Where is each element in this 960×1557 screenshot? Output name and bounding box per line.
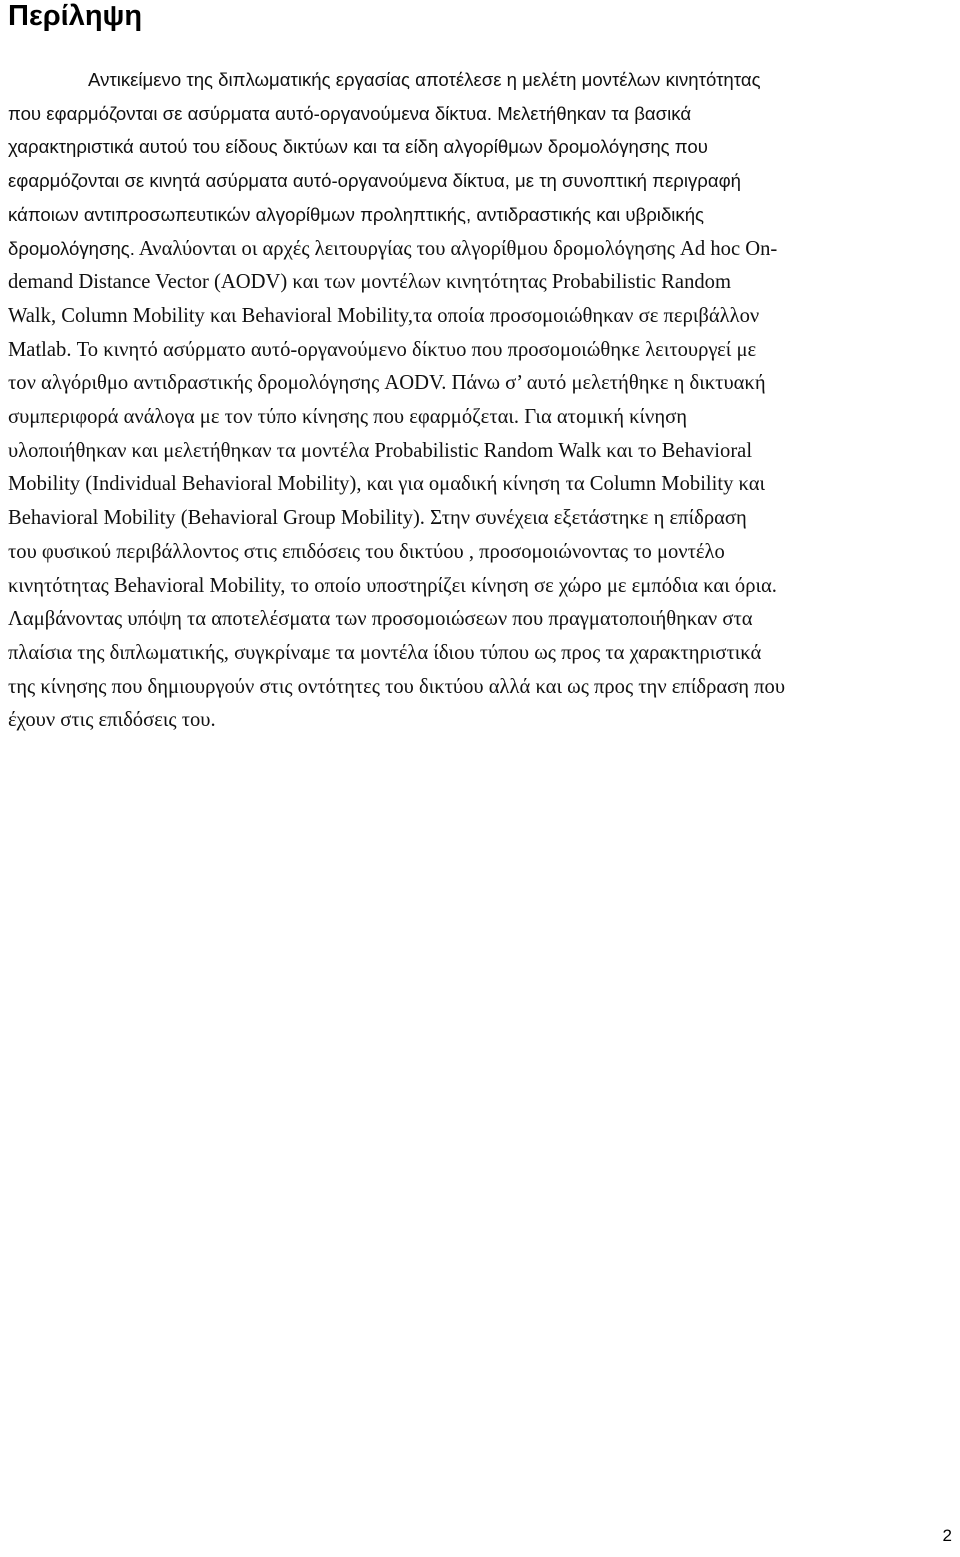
text-line: που εφαρμόζονται σε ασύρματα αυτό-οργανούμενα δίκτυα. Μελετήθηκαν τα βασικά <box>8 102 692 124</box>
page-title: Περίληψη <box>8 0 143 32</box>
page-number: 2 <box>942 1526 952 1545</box>
text-line: εφαρμόζονται σε κινητά ασύρματα αυτό-οργανούμενα δίκτυα, με τη συνοπτική περιγραφή <box>8 170 742 192</box>
text-line: του φυσικού περιβάλλοντος στις επιδόσεις του δικτύου , προσομοιώνοντας το μοντέλο <box>8 540 725 563</box>
text-line: τον αλγόριθμο αντιδραστικής δρομολόγησης AODV. Πάνω σ’ αυτό μελετήθηκε η δικτυακή <box>8 372 766 395</box>
text-line: Αντικείμενο της διπλωματικής εργασίας αποτέλεσε η μελέτη μοντέλων κινητότητας <box>88 69 761 90</box>
text-segment-sans: δρομολόγησης. <box>8 237 135 259</box>
text-line: Matlab. Το κινητό ασύρματο αυτό-οργανούμενο δίκτυο που προσομοιώθηκε λειτουργεί με <box>8 338 757 361</box>
text-line: πλαίσια της διπλωματικής, συγκρίναμε τα μοντέλα ίδιου τύπου ως προς τα χαρακτηριστικά <box>8 641 762 664</box>
text-line: Walk, Column Mobility και Behavioral Mobility,τα οποία προσομοιώθηκαν σε περιβάλλον <box>8 304 760 327</box>
text-line: Λαμβάνοντας υπόψη τα αποτελέσματα των προσομοιώσεων που πραγματοποιήθηκαν στα <box>8 608 753 631</box>
abstract-paragraph <box>8 63 960 738</box>
text-line: της κίνησης που δημιουργούν στις οντότητες του δικτύου αλλά και ως προς την επίδραση που <box>8 675 786 698</box>
text-line: υλοποιήθηκαν και μελετήθηκαν τα μοντέλα Probabilistic Random Walk και το Behavioral <box>8 439 753 462</box>
text-line: Mobility (Individual Behavioral Mobility), και για ομαδική κίνηση τα Column Mobility και <box>8 473 766 496</box>
text-line: χαρακτηριστικά αυτού του είδους δικτύων και τα είδη αλγορίθμων δρομολόγησης που <box>8 136 708 158</box>
text-line: demand Distance Vector (AODV) και των μοντέλων κινητότητας Probabilistic Random <box>8 271 731 294</box>
text-line: συμπεριφορά ανάλογα με τον τύπο κίνησης που εφαρμόζεται. Για ατομική κίνηση <box>8 406 687 429</box>
text-line: Behavioral Mobility (Behavioral Group Mobility). Στην συνέχεια εξετάστηκε η επίδραση <box>8 507 747 530</box>
text-line: έχουν στις επιδόσεις του. <box>8 709 216 732</box>
text-line-mixed <box>8 232 960 267</box>
text-segment-serif: Αναλύονται οι αρχές λειτουργίας του αλγορίθμου δρομολόγησης Ad hoc On- <box>134 237 778 260</box>
text-line: κινητότητας Behavioral Mobility, το οποίο υποστηρίζει κίνηση σε χώρο με εμπόδια και όρια. <box>8 574 777 597</box>
text-line: κάποιων αντιπροσωπευτικών αλγορίθμων προληπτικής, αντιδραστικής και υβριδικής <box>8 203 705 225</box>
